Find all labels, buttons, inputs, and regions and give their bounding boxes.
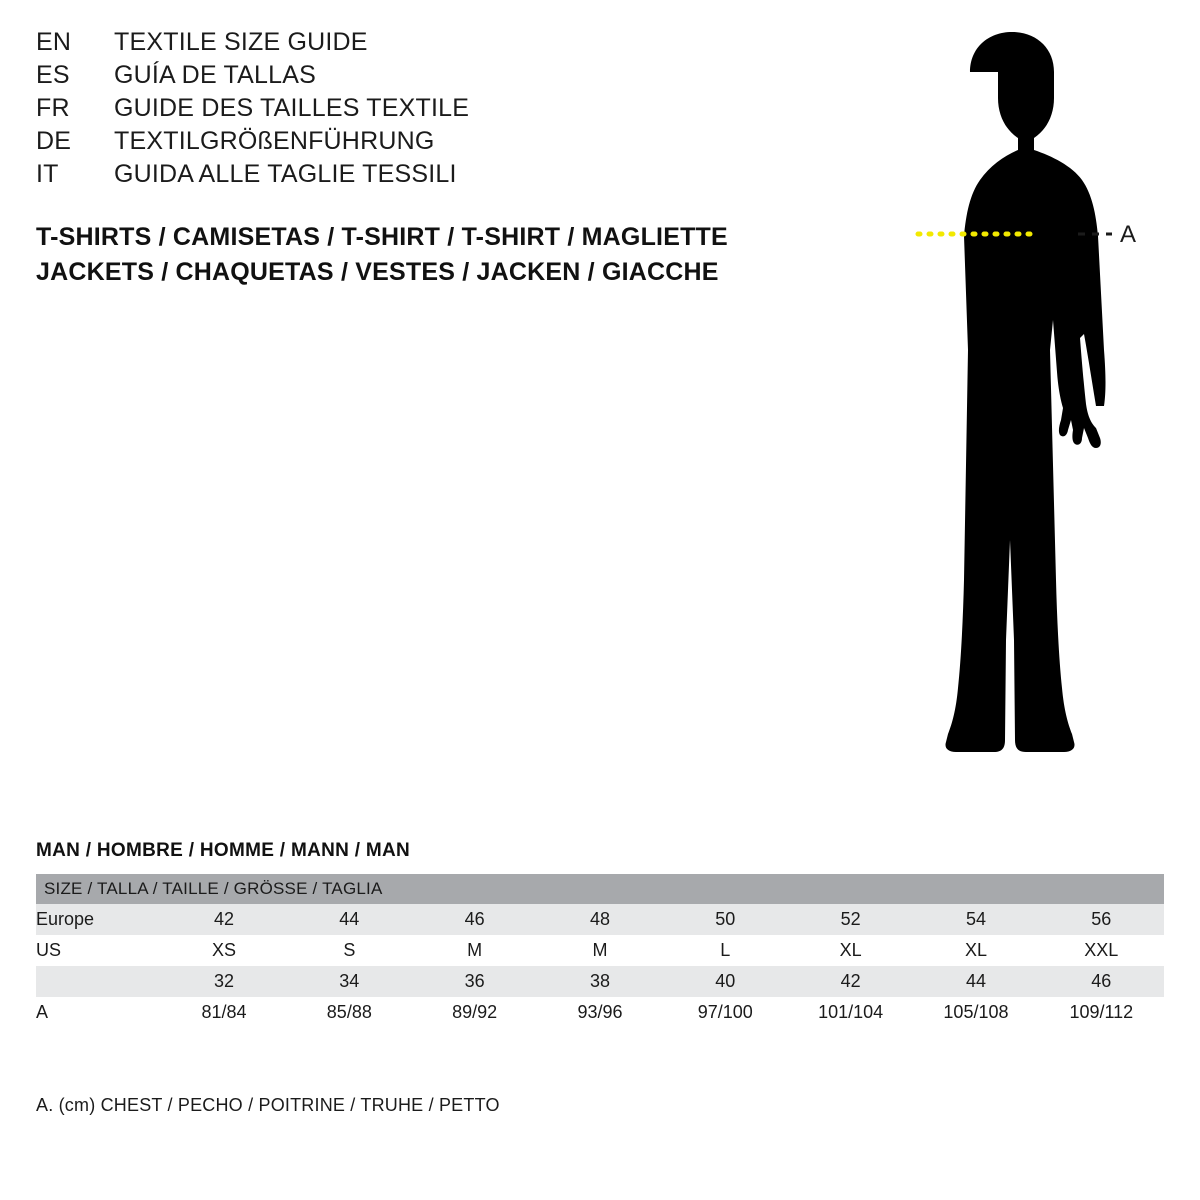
language-label: GUÍA DE TALLAS <box>114 61 316 89</box>
table-cell: 42 <box>788 966 913 997</box>
language-code: FR <box>36 94 70 122</box>
table-cell: 42 <box>161 904 286 935</box>
table-cell: 101/104 <box>788 997 913 1028</box>
table-cell: 48 <box>537 904 662 935</box>
table-cell: XL <box>788 935 913 966</box>
language-row <box>36 94 796 127</box>
table-cell: 109/112 <box>1039 997 1164 1028</box>
table-cell: 93/96 <box>537 997 662 1028</box>
language-code: DE <box>36 127 72 155</box>
language-row <box>36 160 796 193</box>
table-cell: M <box>537 935 662 966</box>
language-label: GUIDA ALLE TAGLIE TESSILI <box>114 160 457 188</box>
table-cell: 105/108 <box>913 997 1038 1028</box>
table-section-title: MAN / HOMBRE / HOMME / MANN / MAN <box>36 840 411 861</box>
table-cell: 89/92 <box>412 997 537 1028</box>
silhouette-shape <box>906 32 1106 752</box>
table-cell: 44 <box>287 904 412 935</box>
table-cell: S <box>287 935 412 966</box>
table-cell: XXL <box>1039 935 1164 966</box>
row-label: US <box>36 935 161 966</box>
table-cell: 56 <box>1039 904 1164 935</box>
language-row <box>36 127 796 160</box>
language-code: ES <box>36 61 70 89</box>
table-cell: L <box>663 935 788 966</box>
table-cell: 46 <box>1039 966 1164 997</box>
language-code: EN <box>36 28 72 56</box>
body-silhouette-figure <box>820 20 1180 780</box>
table-cell: 50 <box>663 904 788 935</box>
table-cell: 85/88 <box>287 997 412 1028</box>
language-row <box>36 61 796 94</box>
language-label: TEXTILGRÖßENFÜHRUNG <box>114 127 435 155</box>
garment-category-line: JACKETS / CHAQUETAS / VESTES / JACKEN / GIACCHE <box>36 258 719 286</box>
table-cell: 40 <box>663 966 788 997</box>
garment-categories <box>36 220 728 290</box>
row-label: A <box>36 997 161 1028</box>
table-cell: M <box>412 935 537 966</box>
language-list <box>36 28 796 193</box>
measure-label-a: A <box>1120 221 1137 248</box>
garment-category-line: T-SHIRTS / CAMISETAS / T-SHIRT / T-SHIRT / MAGLIETTE <box>36 223 728 251</box>
table-cell: XS <box>161 935 286 966</box>
table-cell: 38 <box>537 966 662 997</box>
row-label: Europe <box>36 904 161 935</box>
table-row <box>36 966 1164 997</box>
table-cell: 34 <box>287 966 412 997</box>
size-table-section <box>36 840 1164 1028</box>
table-cell: 32 <box>161 966 286 997</box>
table-header-label: SIZE / TALLA / TAILLE / GRÖSSE / TAGLIA <box>36 874 1164 904</box>
table-cell: 52 <box>788 904 913 935</box>
table-row <box>36 935 1164 966</box>
table-row <box>36 904 1164 935</box>
language-code: IT <box>36 160 59 188</box>
table-cell: 97/100 <box>663 997 788 1028</box>
row-label <box>36 966 161 997</box>
table-row <box>36 997 1164 1028</box>
table-cell: 36 <box>412 966 537 997</box>
table-cell: 81/84 <box>161 997 286 1028</box>
language-label: TEXTILE SIZE GUIDE <box>114 28 368 56</box>
table-header-row <box>36 874 1164 904</box>
footnote: A. (cm) CHEST / PECHO / POITRINE / TRUHE / PETTO <box>36 1095 500 1115</box>
size-table <box>36 874 1164 1028</box>
table-cell: 54 <box>913 904 1038 935</box>
table-cell: XL <box>913 935 1038 966</box>
language-label: GUIDE DES TAILLES TEXTILE <box>114 94 470 122</box>
language-row <box>36 28 796 61</box>
table-cell: 44 <box>913 966 1038 997</box>
table-cell: 46 <box>412 904 537 935</box>
